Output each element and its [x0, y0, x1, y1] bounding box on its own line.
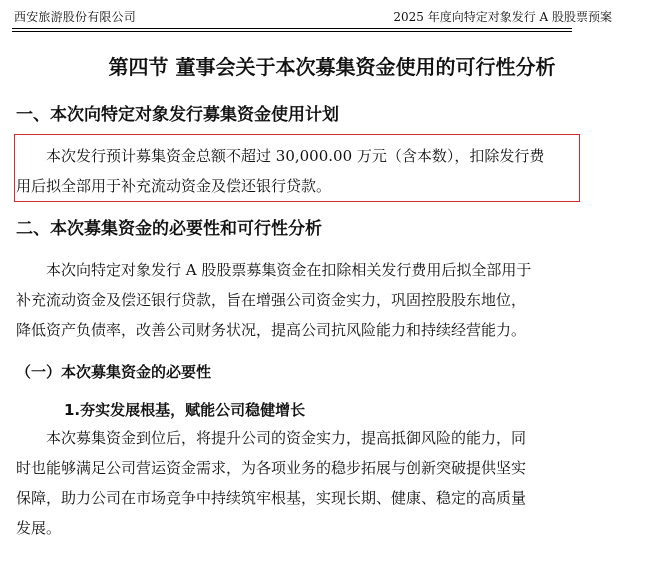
section-title: 第四节 董事会关于本次募集资金使用的可行性分析: [108, 55, 556, 79]
paragraph-line: 补充流动资金及偿还银行贷款，旨在增强公司资金实力，巩固控股股东地位，: [16, 291, 527, 309]
paragraph-line: 保障，助力公司在市场竞争中持续筑牢根基，实现长期、健康、稳定的高质量: [16, 489, 527, 507]
paragraph-line: 降低资产负债率，改善公司财务状况，提高公司抗风险能力和持续经营能力。: [16, 321, 527, 339]
header-company-name: 西安旅游股份有限公司: [14, 10, 137, 24]
header-rule: [12, 28, 572, 29]
paragraph-line: 用后拟全部用于补充流动资金及偿还银行贷款。: [16, 177, 332, 195]
header-rule-double: [12, 31, 572, 32]
header-document-title: 2025 年度向特定对象发行 A 股股票预案: [393, 10, 612, 24]
paragraph-line: 本次募集资金到位后，将提升公司的资金实力，提高抵御风险的能力，同: [46, 429, 527, 447]
paragraph-line: 时也能够满足公司营运资金需求，为各项业务的稳步拓展与创新突破提供坚实: [16, 459, 527, 477]
sub-subsection-heading: 1.夯实发展根基，赋能公司稳健增长: [64, 401, 306, 419]
necessity-paragraph: [16, 423, 580, 543]
paragraph-line: 发展。: [16, 519, 62, 537]
part1-paragraph: [16, 141, 580, 201]
part1-heading: 一、本次向特定对象发行募集资金使用计划: [16, 105, 339, 125]
paragraph-line: 本次发行预计募集资金总额不超过 30,000.00 万元（含本数），扣除发行费: [46, 147, 545, 165]
subsection-heading: （一）本次募集资金的必要性: [16, 363, 212, 381]
part2-paragraph: [16, 255, 580, 345]
paragraph-line: 本次向特定对象发行 A 股股票募集资金在扣除相关发行费用后拟全部用于: [46, 261, 532, 279]
part2-heading: 二、本次募集资金的必要性和可行性分析: [16, 219, 322, 239]
